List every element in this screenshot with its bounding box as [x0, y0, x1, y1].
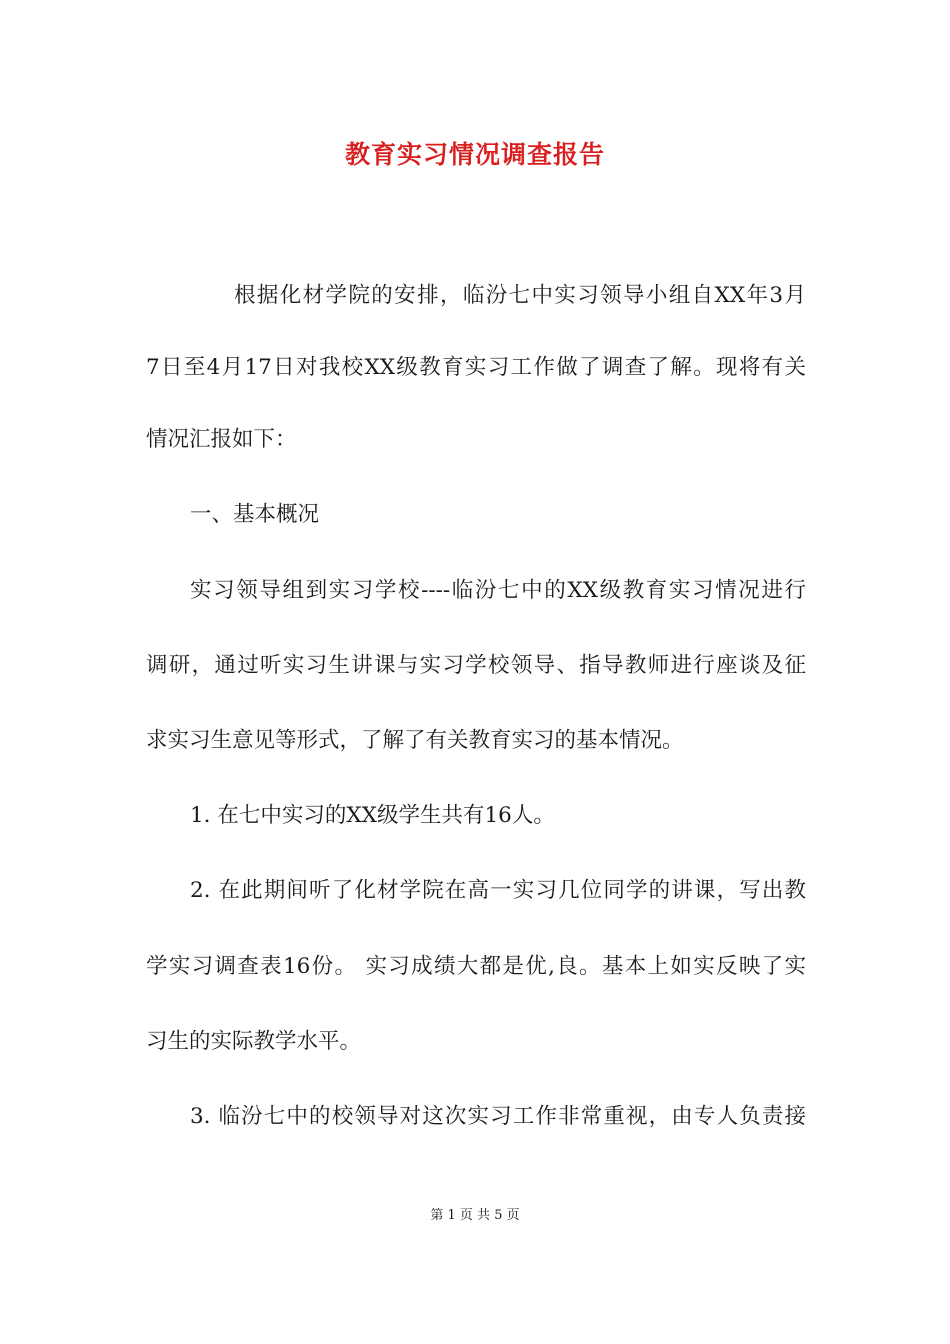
list-item: 3. 临汾七中的校领导对这次实习工作非常重视，由专人负责接: [190, 1104, 806, 1129]
paragraph-line: 调研，通过听实习生讲课与实习学校领导、指导教师进行座谈及征: [146, 653, 806, 678]
paragraph-line: 求实习生意见等形式，了解了有关教育实习的基本情况。: [146, 728, 684, 753]
list-item: 1. 在七中实习的XX级学生共有16人。: [190, 803, 555, 828]
paragraph-line: 7日至4月17日对我校XX级教育实习工作做了调查了解。现将有关: [146, 355, 806, 380]
paragraph-line: 学实习调查表16份。 实习成绩大都是优,良。基本上如实反映了实: [146, 954, 806, 979]
paragraph-line: 根据化材学院的安排，临汾七中实习领导小组自XX年3月: [234, 283, 806, 308]
list-item: 2. 在此期间听了化材学院在高一实习几位同学的讲课，写出教: [190, 878, 806, 903]
paragraph-line: 情况汇报如下：: [146, 427, 297, 452]
document-title: 教育实习情况调查报告: [344, 140, 605, 169]
paragraph-line: 习生的实际教学水平。: [146, 1029, 362, 1054]
page-footer: 第 1 页 共 5 页: [430, 1208, 520, 1223]
section-heading: 一、基本概况: [190, 502, 320, 527]
paragraph-line: 实习领导组到实习学校----临汾七中的XX级教育实习情况进行: [190, 578, 806, 603]
